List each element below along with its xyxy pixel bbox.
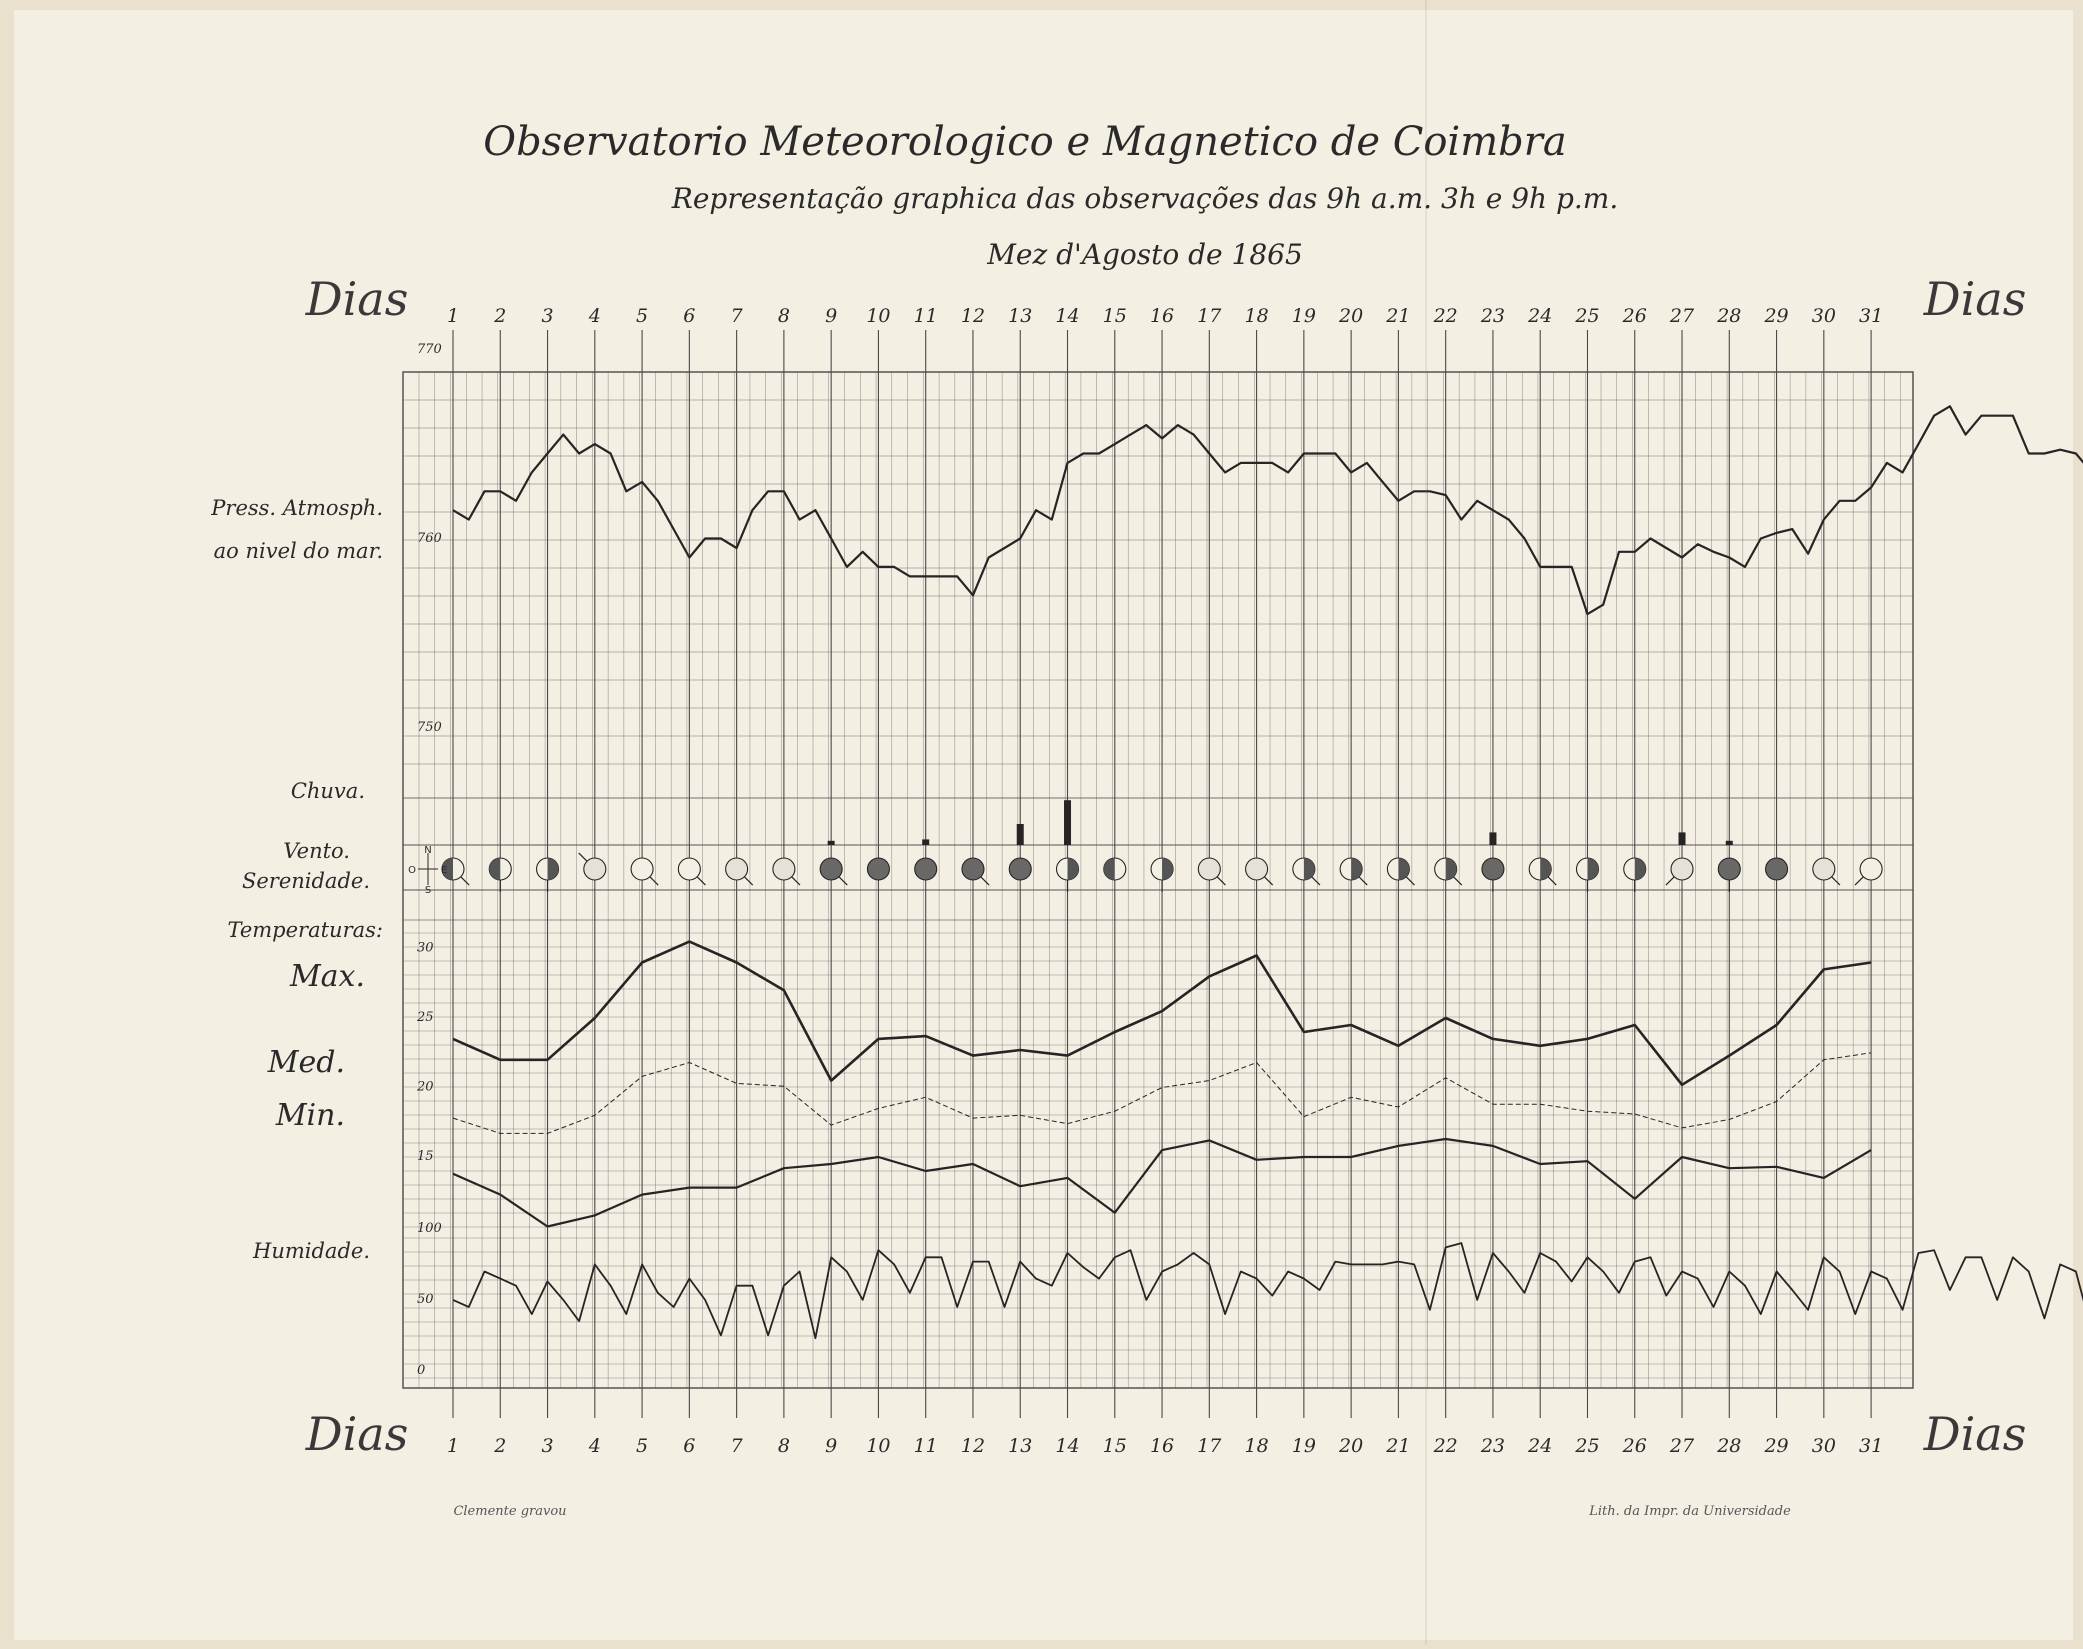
day-label-bottom: 31: [1859, 1435, 1884, 1457]
temperature-tick-label: 15: [417, 1149, 434, 1164]
temperature-tick-label: 20: [417, 1079, 434, 1095]
chart-title: Observatorio Meteorologico e Magnetico de Coimbra: [483, 119, 1567, 165]
rain-bar: [1017, 824, 1024, 845]
day-label-bottom: 7: [730, 1435, 743, 1457]
day-label-top: 28: [1717, 305, 1742, 327]
serenity-circle: [867, 858, 889, 880]
pressure-tick-label: 750: [417, 720, 442, 735]
day-label-bottom: 15: [1102, 1435, 1127, 1457]
day-label-bottom: 25: [1575, 1435, 1600, 1457]
label-min: Min.: [275, 1098, 345, 1133]
day-label-bottom: 2: [494, 1435, 507, 1457]
label-temperatures: Temperaturas:: [227, 918, 383, 942]
serenity-symbol: [1009, 858, 1031, 880]
rain-bar: [922, 839, 929, 845]
day-label-top: 2: [494, 305, 507, 327]
chart-subtitle: Representação graphica das observações das 9h a.m. 3h e 9h p.m.: [671, 182, 1619, 215]
compass-e: E: [441, 865, 448, 876]
day-label-bottom: 27: [1669, 1435, 1695, 1457]
day-label-top: 24: [1528, 305, 1553, 327]
day-label-top: 25: [1575, 305, 1600, 327]
day-label-top: 11: [913, 305, 938, 327]
day-label-bottom: 29: [1764, 1435, 1789, 1457]
humidity-tick-label: 100: [417, 1221, 442, 1236]
dias-label-bottom-left: Dias: [305, 1407, 409, 1461]
label-humidity: Humidade.: [253, 1239, 370, 1263]
day-label-top: 29: [1764, 305, 1789, 327]
rain-bar: [1064, 800, 1071, 845]
day-label-top: 27: [1669, 305, 1695, 327]
temperature-tick-label: 25: [417, 1010, 434, 1025]
label-rain: Chuva.: [290, 779, 365, 803]
paper-fold: [1425, 0, 1427, 1645]
label-pressure-line1: Press. Atmosph.: [211, 496, 383, 520]
day-label-top: 10: [866, 305, 891, 327]
day-label-top: 14: [1055, 305, 1080, 327]
serenity-symbol: [1104, 858, 1126, 880]
day-label-top: 15: [1102, 305, 1127, 327]
dias-label-top-left: Dias: [305, 272, 409, 326]
day-label-top: 20: [1339, 305, 1364, 327]
day-label-bottom: 9: [825, 1435, 838, 1457]
day-label-top: 7: [730, 305, 743, 327]
day-label-bottom: 12: [960, 1435, 986, 1457]
serenity-circle: [1009, 858, 1031, 880]
day-label-top: 8: [777, 305, 790, 327]
credit-lithographer: Lith. da Impr. da Universidade: [1589, 1504, 1791, 1519]
serenity-circle: [1718, 858, 1740, 880]
day-label-bottom: 28: [1717, 1435, 1742, 1457]
day-label-bottom: 17: [1197, 1435, 1222, 1457]
day-label-top: 17: [1197, 305, 1222, 327]
pressure-tick-label: 760: [417, 531, 442, 546]
label-pressure-line2: ao nivel do mar.: [213, 539, 383, 563]
day-label-bottom: 14: [1055, 1435, 1080, 1457]
day-label-top: 21: [1386, 305, 1411, 327]
day-label-top: 9: [825, 305, 838, 327]
day-label-bottom: 11: [913, 1435, 938, 1457]
day-label-bottom: 24: [1528, 1435, 1553, 1457]
dias-label-bottom-right: Dias: [1923, 1407, 2027, 1461]
day-label-bottom: 3: [541, 1435, 554, 1457]
humidity-tick-label: 50: [417, 1292, 434, 1307]
day-label-bottom: 8: [777, 1435, 790, 1457]
serenity-circle: [915, 858, 937, 880]
serenity-symbol: [867, 858, 889, 880]
humidity-tick-label: 0: [417, 1363, 426, 1378]
serenity-circle: [1813, 858, 1835, 880]
day-label-bottom: 26: [1622, 1435, 1647, 1457]
label-wind: Vento.: [283, 839, 350, 863]
day-label-top: 23: [1480, 305, 1506, 327]
compass-n: N: [424, 845, 432, 856]
day-label-bottom: 30: [1811, 1435, 1836, 1457]
serenity-circle: [1482, 858, 1504, 880]
serenity-circle: [1198, 858, 1220, 880]
day-label-top: 18: [1244, 305, 1269, 327]
dias-label-top-right: Dias: [1923, 272, 2027, 326]
day-label-bottom: 10: [866, 1435, 891, 1457]
rain-bar: [1489, 832, 1496, 845]
day-label-top: 13: [1008, 305, 1033, 327]
day-label-bottom: 18: [1244, 1435, 1269, 1457]
day-label-bottom: 1: [446, 1435, 460, 1457]
day-label-top: 1: [446, 305, 460, 327]
day-label-top: 3: [541, 305, 554, 327]
day-label-bottom: 6: [683, 1435, 696, 1457]
day-label-top: 12: [960, 305, 986, 327]
chart-month: Mez d'Agosto de 1865: [987, 238, 1303, 271]
serenity-symbol: [915, 858, 937, 880]
day-label-top: 5: [636, 305, 649, 327]
compass-s: S: [424, 885, 432, 896]
day-label-top: 4: [588, 305, 601, 327]
compass-o: O: [408, 865, 416, 876]
temperature-tick-label: 30: [417, 940, 434, 956]
rain-bar: [1679, 832, 1686, 845]
day-label-bottom: 5: [636, 1435, 649, 1457]
pressure-tick-label: 770: [417, 342, 442, 357]
day-label-top: 19: [1291, 305, 1316, 327]
day-label-bottom: 4: [588, 1435, 601, 1457]
credit-engraver: Clemente gravou: [453, 1504, 567, 1519]
day-label-bottom: 20: [1339, 1435, 1364, 1457]
serenity-symbol: [1766, 858, 1788, 880]
day-label-top: 16: [1149, 305, 1175, 327]
day-label-top: 31: [1859, 305, 1884, 327]
day-label-top: 6: [683, 305, 696, 327]
serenity-circle: [1671, 858, 1693, 880]
label-med: Med.: [267, 1045, 345, 1080]
serenity-circle: [1246, 858, 1268, 880]
label-serenity: Serenidade.: [241, 869, 370, 893]
label-max: Max.: [289, 959, 365, 994]
serenity-circle: [1766, 858, 1788, 880]
day-label-bottom: 23: [1480, 1435, 1506, 1457]
day-label-bottom: 22: [1433, 1435, 1458, 1457]
day-label-bottom: 16: [1149, 1435, 1175, 1457]
day-label-bottom: 21: [1386, 1435, 1411, 1457]
rain-bar: [828, 841, 835, 845]
day-label-top: 30: [1811, 305, 1836, 327]
day-label-top: 22: [1433, 305, 1458, 327]
day-label-top: 26: [1622, 305, 1647, 327]
day-label-bottom: 13: [1008, 1435, 1033, 1457]
rain-bar: [1726, 841, 1733, 845]
day-label-bottom: 19: [1291, 1435, 1316, 1457]
